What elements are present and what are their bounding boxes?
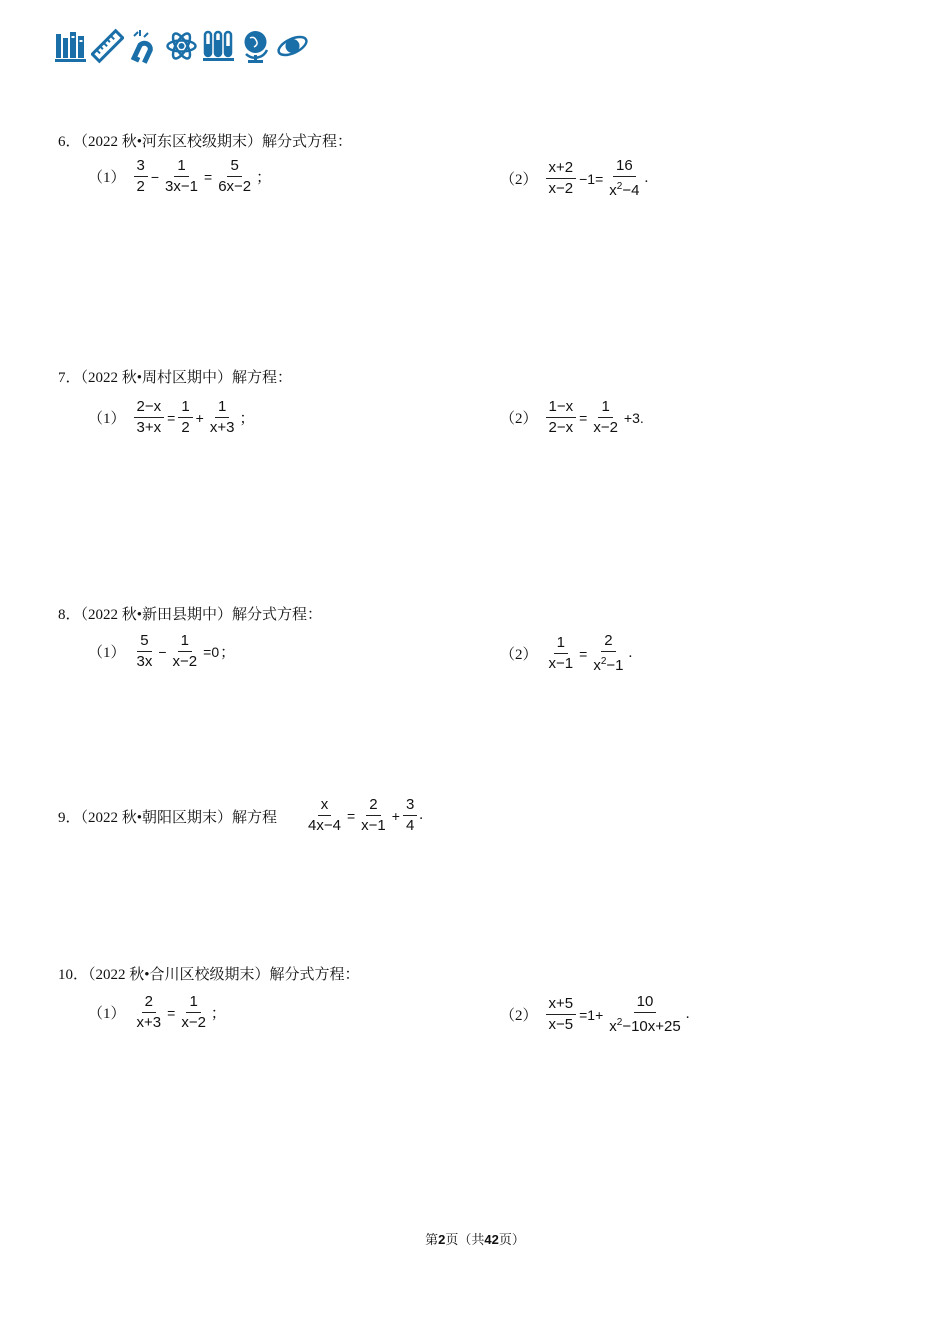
part-label: （1） [88, 1006, 126, 1022]
problem-9-equation [303, 796, 423, 835]
fraction [546, 398, 577, 437]
fraction-denominator [207, 418, 238, 437]
fraction-numerator: 16 [613, 157, 636, 177]
fraction [606, 157, 642, 200]
fraction-denominator [590, 418, 621, 437]
operator: +3. [623, 409, 644, 426]
fraction-numerator: 1 [178, 398, 192, 418]
test-tubes-icon [202, 28, 235, 64]
operator: = [167, 1004, 176, 1021]
denominator-base: x [593, 657, 601, 674]
punctuation: ； [256, 170, 272, 186]
denominator-base: x−2 [181, 1014, 206, 1031]
fraction-denominator [215, 177, 254, 196]
fraction-denominator [134, 652, 156, 671]
fraction-denominator [546, 179, 577, 198]
exponent: 2 [616, 181, 623, 192]
operator: − [158, 643, 167, 660]
fraction-denominator [305, 816, 344, 835]
operator: + [195, 409, 204, 426]
punctuation: ； [210, 1006, 226, 1022]
fraction [207, 398, 238, 437]
operator: = [579, 409, 588, 426]
problem-6-part-1 [88, 157, 271, 196]
punctuation: . [685, 1006, 690, 1022]
denominator-base: 6x−2 [218, 178, 252, 195]
equation [544, 632, 629, 675]
denominator-base: 2 [181, 419, 190, 436]
exponent: 2 [616, 1017, 623, 1028]
fraction-numerator: 2 [142, 993, 156, 1013]
footer-suffix: 页） [498, 1232, 525, 1247]
problem-10-part-2 [500, 993, 689, 1036]
fraction-numerator: 5 [227, 157, 241, 177]
fraction [134, 632, 156, 671]
operator: =0 [203, 643, 220, 660]
part-label: （1） [88, 411, 126, 427]
denominator-base: 2−x [548, 419, 574, 436]
fraction-numerator: 1 [554, 634, 568, 654]
problem-6-heading: 6．（2022 秋•河东区校级期末）解分式方程： [58, 134, 353, 150]
part-label: （2） [500, 411, 538, 427]
problem-10-heading: 10．（2022 秋•合川区校级期末）解分式方程： [58, 967, 360, 983]
page-footer [0, 1229, 950, 1248]
denominator-base: x−5 [548, 1016, 574, 1033]
operator: = [346, 807, 356, 824]
fraction-denominator [134, 418, 165, 437]
denominator-rest: −1 [606, 657, 624, 674]
fraction [305, 796, 344, 835]
fraction [170, 632, 201, 671]
denominator-base: x+3 [136, 1014, 162, 1031]
problem-9-heading: 9．（2022 秋•朝阳区期末）解方程 [58, 810, 278, 826]
problem-6-part-2 [500, 157, 648, 200]
fraction-numerator: 1 [598, 398, 612, 418]
fraction-numerator: 5 [137, 632, 151, 652]
part-label: （2） [500, 647, 538, 663]
denominator-rest: −10x+25 [622, 1018, 681, 1035]
denominator-base: x [609, 1018, 617, 1035]
denominator-base: x−2 [593, 419, 618, 436]
fraction [134, 157, 148, 196]
footer-mid: 页（共 [445, 1232, 485, 1247]
footer-prefix: 第 [425, 1232, 439, 1247]
magnet-icon [128, 28, 161, 64]
part-label: （1） [88, 170, 126, 186]
fraction-numerator: x [318, 796, 332, 816]
fraction-numerator: 10 [634, 993, 657, 1013]
equation [132, 398, 240, 437]
fraction [134, 398, 165, 437]
problem-10-part-1 [88, 993, 226, 1032]
fraction [403, 796, 417, 835]
fraction-denominator [134, 177, 148, 196]
fraction [178, 398, 192, 437]
fraction-denominator [178, 418, 192, 437]
planet-icon [276, 28, 309, 64]
fraction-denominator [606, 1013, 683, 1036]
fraction-numerator: x+2 [546, 159, 577, 179]
fraction [546, 159, 577, 198]
fraction [162, 157, 201, 196]
fraction-denominator [403, 816, 417, 835]
fraction [215, 157, 254, 196]
denominator-base: x+3 [209, 419, 235, 436]
fraction [590, 398, 621, 437]
fraction-numerator: 1 [178, 632, 192, 652]
header-icon-strip [54, 28, 309, 64]
fraction-denominator [590, 652, 626, 675]
footer-total-pages: 42 [484, 1232, 499, 1247]
denominator-base: 3x−1 [165, 178, 198, 195]
denominator-base: x−1 [548, 655, 574, 672]
fraction-numerator: x+5 [546, 995, 577, 1015]
fraction-denominator [546, 1015, 577, 1034]
equation [544, 398, 645, 437]
operator: + [391, 807, 400, 824]
equation [303, 796, 419, 835]
problem-8-heading: 8．（2022 秋•新田县期中）解分式方程： [58, 607, 323, 623]
denominator-base: 3+x [136, 419, 162, 436]
footer-page-number: 2 [438, 1232, 446, 1247]
denominator-base: 4x−4 [308, 817, 341, 834]
fraction [178, 993, 209, 1032]
atom-icon [165, 28, 198, 64]
problem-7-part-2 [500, 398, 645, 437]
fraction [134, 993, 165, 1032]
fraction-numerator: 1 [215, 398, 229, 418]
ruler-icon [91, 28, 124, 64]
fraction-denominator [162, 177, 201, 196]
fraction-numerator: 2 [601, 632, 615, 652]
books-icon [54, 28, 87, 64]
denominator-base: 2 [136, 178, 145, 195]
punctuation: . [628, 645, 633, 661]
fraction-numerator: 2 [366, 796, 380, 816]
operator: = [167, 409, 176, 426]
denominator-base: x−2 [548, 180, 574, 197]
fraction-denominator [606, 177, 642, 200]
fraction-numerator: 1 [186, 993, 200, 1013]
part-label: （2） [500, 1008, 538, 1024]
equation [544, 157, 645, 200]
fraction-numerator: 3 [134, 157, 148, 177]
fraction [358, 796, 389, 835]
globe-icon [239, 28, 272, 64]
fraction [546, 634, 577, 673]
punctuation: . [644, 170, 649, 186]
fraction-numerator: 3 [403, 796, 417, 816]
fraction-denominator [546, 654, 577, 673]
denominator-base: 3x [136, 653, 153, 670]
equation [544, 993, 686, 1036]
part-label: （2） [500, 172, 538, 188]
fraction-numerator: 1−x [546, 398, 577, 418]
operator: − [150, 168, 160, 185]
denominator-rest: −4 [622, 182, 640, 199]
fraction [546, 995, 577, 1034]
denominator-base: x−2 [172, 653, 198, 670]
operator: = [579, 645, 588, 662]
fraction-denominator [170, 652, 201, 671]
punctuation: ； [220, 645, 236, 661]
problem-7-heading: 7．（2022 秋•周村区期中）解方程： [58, 370, 293, 386]
operator: =1+ [579, 1006, 604, 1023]
fraction-numerator: 1 [174, 157, 188, 177]
fraction-numerator: 2−x [134, 398, 165, 418]
fraction-denominator [358, 816, 389, 835]
fraction [606, 993, 683, 1036]
problem-8-part-2 [500, 632, 632, 675]
operator: −1= [579, 170, 604, 187]
problem-7-part-1 [88, 398, 254, 437]
equation [132, 157, 257, 196]
punctuation: . [419, 807, 424, 823]
fraction-denominator [546, 418, 577, 437]
fraction [590, 632, 626, 675]
equation [132, 993, 211, 1032]
part-label: （1） [88, 645, 126, 661]
exponent: 2 [600, 656, 607, 667]
denominator-base: 4 [405, 817, 415, 834]
punctuation: ； [239, 411, 255, 427]
equation [132, 632, 221, 671]
fraction-denominator [134, 1013, 165, 1032]
denominator-base: x [609, 182, 617, 199]
problem-8-part-1 [88, 632, 235, 671]
fraction-denominator [178, 1013, 209, 1032]
denominator-base: x−1 [361, 817, 386, 834]
operator: = [204, 168, 213, 185]
